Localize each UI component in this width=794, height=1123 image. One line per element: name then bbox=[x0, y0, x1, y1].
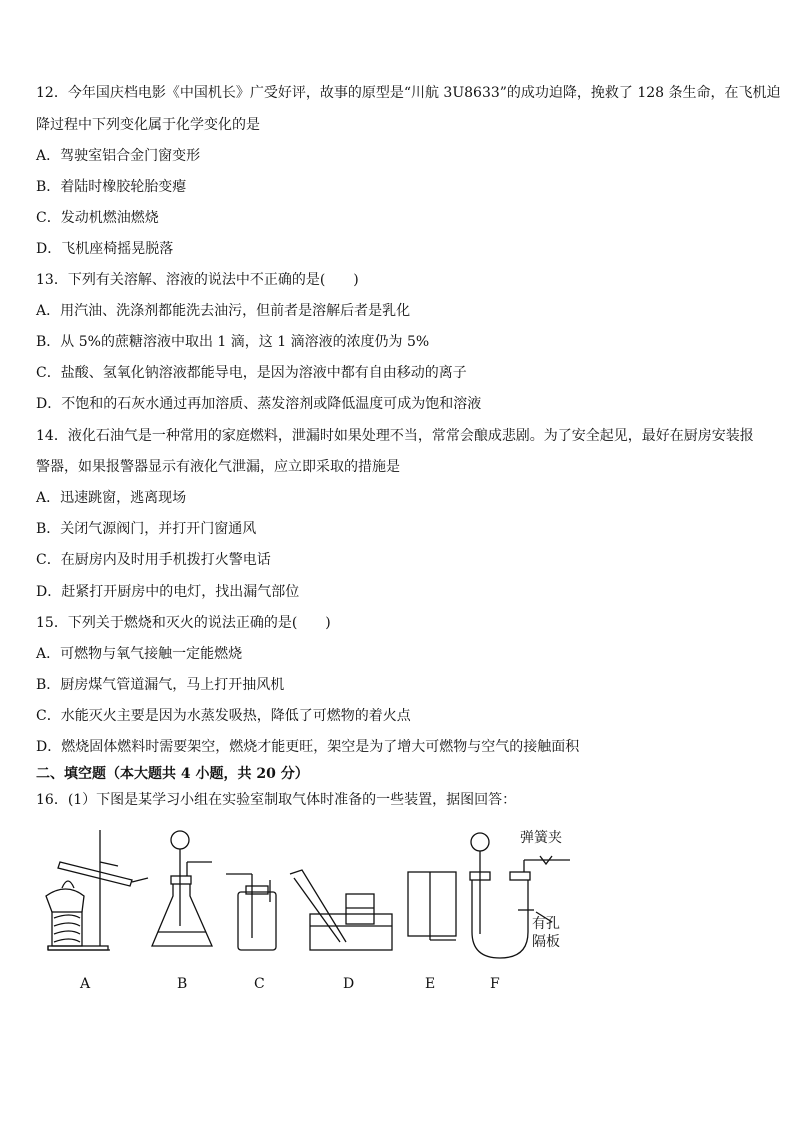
q14-stem-line-1: 14．液化石油气是一种常用的家庭燃料，泄漏时如果处理不当，常常会酿成悲剧。为了安全起见，最好在厨房安装报 bbox=[36, 428, 754, 444]
figure-label-a: A bbox=[80, 976, 91, 992]
lab-apparatus-figure bbox=[40, 822, 760, 1002]
q14-option-d: D．赶紧打开厨房中的电灯，找出漏气部位 bbox=[36, 584, 300, 600]
q13-option-d: D．不饱和的石灰水通过再加溶质、蒸发溶剂或降低温度可成为饱和溶液 bbox=[36, 396, 482, 412]
q12-option-d: D．飞机座椅摇晃脱落 bbox=[36, 241, 174, 257]
q14-option-c: C．在厨房内及时用手机拨打火警电话 bbox=[36, 552, 271, 568]
q15-option-a: A．可燃物与氧气接触一定能燃烧 bbox=[36, 646, 243, 662]
figure-label-d: D bbox=[343, 976, 355, 992]
apparatus-a bbox=[46, 830, 148, 950]
q14-stem-line-2: 警器，如果报警器显示有液化气泄漏，应立即采取的措施是 bbox=[36, 459, 400, 475]
apparatus-d bbox=[290, 870, 392, 950]
q13-stem-line-1: 13．下列有关溶解、溶液的说法中不正确的是( ) bbox=[36, 272, 359, 288]
q12-option-c: C．发动机燃油燃烧 bbox=[36, 210, 159, 226]
annotation-perforated-plate-1: 有孔 bbox=[532, 916, 560, 932]
q15-stem-line-1: 15．下列关于燃烧和灭火的说法正确的是( ) bbox=[36, 615, 331, 631]
q12-stem-line-1: 12．今年国庆档电影《中国机长》广受好评，故事的原型是“川航 3U8633”的成功迫降，挽救了 128 条生命，在飞机迫 bbox=[36, 85, 781, 101]
figure-label-f: F bbox=[490, 976, 500, 992]
apparatus-c bbox=[226, 874, 276, 950]
q14-option-a: A．迅速跳窗，逃离现场 bbox=[36, 490, 187, 506]
q12-option-b: B．着陆时橡胶轮胎变瘪 bbox=[36, 179, 187, 195]
apparatus-b bbox=[152, 831, 212, 946]
q13-option-b: B．从 5%的蔗糖溶液中取出 1 滴，这 1 滴溶液的浓度仍为 5% bbox=[36, 334, 430, 350]
figure-label-c: C bbox=[254, 976, 265, 992]
q15-option-b: B．厨房煤气管道漏气，马上打开抽风机 bbox=[36, 677, 285, 693]
q15-option-d: D．燃烧固体燃料时需要架空，燃烧才能更旺，架空是为了增大可燃物与空气的接触面积 bbox=[36, 739, 580, 755]
figure-label-b: B bbox=[177, 976, 188, 992]
apparatus-e bbox=[408, 872, 456, 940]
q12-option-a: A．驾驶室铝合金门窗变形 bbox=[36, 148, 201, 164]
q16-stem-line-1: 16．(1）下图是某学习小组在实验室制取气体时准备的一些装置，据图回答： bbox=[36, 792, 517, 808]
q15-option-c: C．水能灭火主要是因为水蒸发吸热，降低了可燃物的着火点 bbox=[36, 708, 411, 724]
annotation-spring-clamp: 弹簧夹 bbox=[520, 830, 562, 846]
section-heading-fill-in: 二、填空题（本大题共 4 小题，共 20 分） bbox=[36, 766, 309, 782]
q13-option-c: C．盐酸、氢氧化钠溶液都能导电，是因为溶液中都有自由移动的离子 bbox=[36, 365, 467, 381]
figure-label-e: E bbox=[425, 976, 436, 992]
annotation-perforated-plate-2: 隔板 bbox=[532, 934, 560, 950]
q14-option-b: B．关闭气源阀门，并打开门窗通风 bbox=[36, 521, 257, 537]
q13-option-a: A．用汽油、洗涤剂都能洗去油污，但前者是溶解后者是乳化 bbox=[36, 303, 411, 319]
q12-stem-line-2: 降过程中下列变化属于化学变化的是 bbox=[36, 117, 260, 133]
